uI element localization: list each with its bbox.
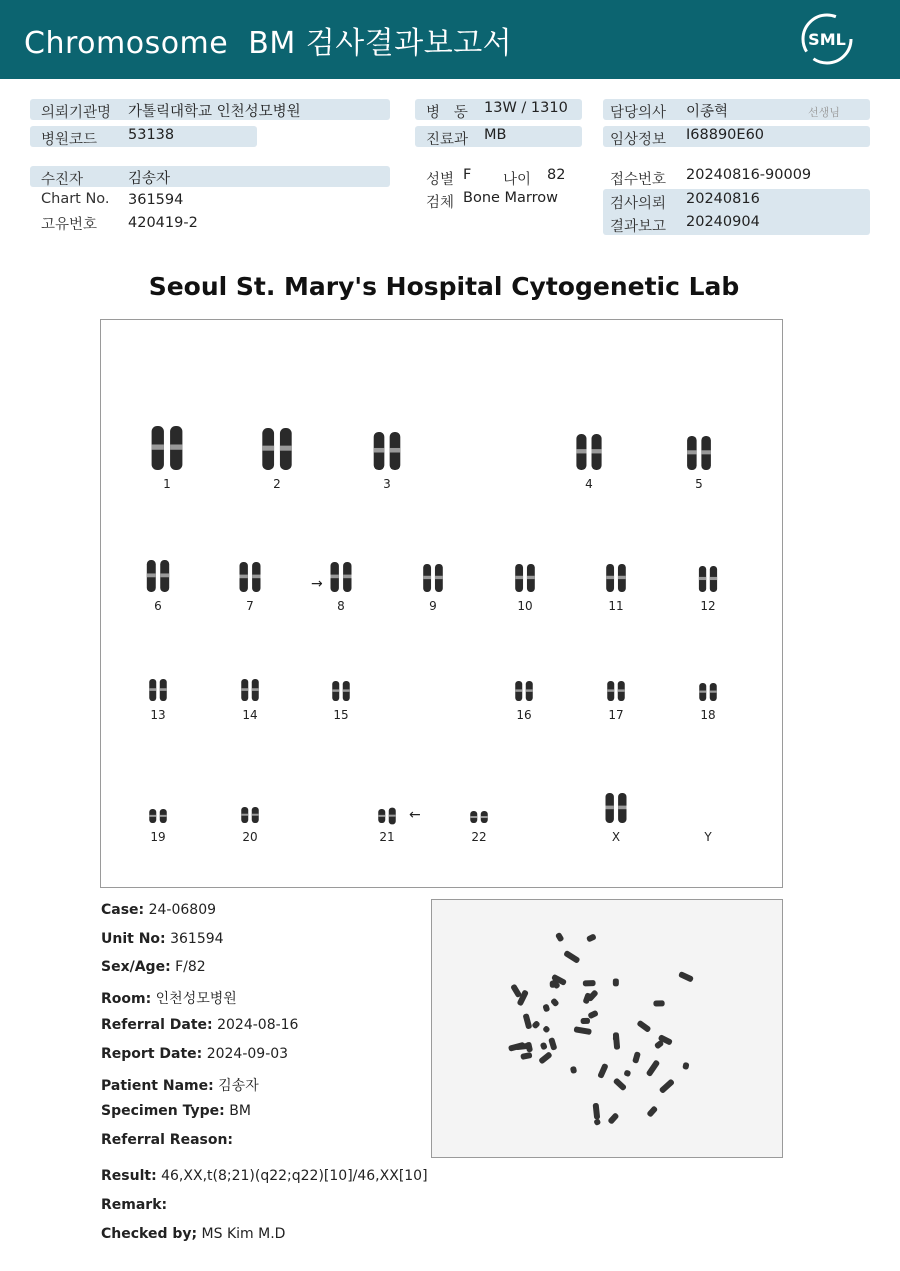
detail-value: 24-06809	[144, 902, 217, 918]
metaphase-chromosome	[597, 1063, 609, 1079]
chromosome-19-a	[149, 809, 156, 823]
detail-value: F/82	[170, 959, 206, 975]
detail-row	[101, 1017, 298, 1033]
detail-label: Referral Date:	[101, 1017, 213, 1033]
lab-title: Seoul St. Mary's Hospital Cytogenetic Lab	[148, 272, 740, 301]
specimen-label: 검체	[426, 195, 455, 211]
chromosome-10-a	[515, 564, 523, 592]
detail-row	[101, 1226, 285, 1242]
patient-label: 수진자	[41, 172, 84, 188]
receipt-label: 접수번호	[610, 172, 667, 188]
chromosome-17-b	[618, 681, 625, 701]
metaphase-chromosome	[646, 1059, 661, 1077]
metaphase-chromosome	[682, 1062, 689, 1070]
karyotype-label-2: 2	[273, 477, 281, 491]
karyotype-label-18: 18	[700, 708, 716, 722]
hospital-code-value: 53138	[128, 127, 175, 143]
detail-row	[101, 931, 224, 947]
sml-logo	[800, 12, 854, 66]
clinical-label: 임상정보	[610, 132, 667, 148]
doctor-suffix: 선생님	[808, 106, 840, 119]
karyotype-label-9: 9	[429, 599, 437, 613]
metaphase-chromosome	[520, 1052, 532, 1060]
chromosome-17-a	[607, 681, 614, 701]
metaphase-chromosome	[510, 983, 522, 998]
detail-value: 2024-09-03	[202, 1046, 289, 1062]
karyotype-label-12: 12	[700, 599, 716, 613]
detail-row	[101, 1075, 259, 1095]
metaphase-chromosome	[563, 950, 580, 964]
chromosome-9-a	[423, 564, 431, 592]
chromosome-2-b	[280, 428, 292, 470]
chromosome-11-a	[606, 564, 614, 592]
chromosome-11-b	[618, 564, 626, 592]
detail-row	[101, 902, 216, 918]
detail-row	[101, 1197, 167, 1213]
metaphase-chromosome	[581, 1018, 591, 1024]
chromosome-6-a	[147, 560, 156, 592]
chromosome-4-b	[592, 434, 602, 470]
karyotype-label-10: 10	[517, 599, 533, 613]
doctor-value: 이종혁	[686, 104, 729, 120]
detail-label: Result:	[101, 1168, 157, 1184]
karyogram-image	[101, 320, 784, 889]
chromosome-3-b	[390, 432, 401, 470]
chromosome-7-a	[240, 562, 248, 592]
chromosome-22-a	[470, 811, 477, 823]
detail-label: Patient Name:	[101, 1078, 214, 1094]
chromosome-14-b	[252, 679, 259, 701]
karyotype-label-7: 7	[246, 599, 254, 613]
detail-value: 2024-08-16	[212, 1017, 299, 1033]
metaphase-chromosome	[555, 932, 565, 943]
metaphase-chromosome	[531, 1020, 540, 1029]
chromosome-21-b	[389, 808, 396, 825]
chromosome-22-b	[481, 811, 488, 823]
metaphase-chromosome	[593, 1118, 601, 1126]
ward-label: 병 동	[426, 105, 468, 121]
metaphase-chromosome	[659, 1078, 675, 1094]
metaphase-chromosome	[632, 1051, 641, 1064]
sex-value: F	[463, 167, 472, 183]
metaphase-chromosome	[613, 978, 619, 986]
chromosome-1-a	[152, 426, 164, 470]
sex-label: 성별	[426, 172, 455, 188]
karyotype-label-3: 3	[383, 477, 391, 491]
chromosome-21-a	[378, 809, 385, 823]
chromosome-15-b	[343, 681, 350, 701]
metaphase-chromosome	[678, 971, 694, 983]
karyotype-label-15: 15	[333, 708, 349, 722]
dept-value: MB	[484, 127, 507, 143]
metaphase-chromosome	[623, 1069, 631, 1077]
chart-value: 361594	[128, 192, 184, 208]
metaphase-chromosome	[607, 1112, 619, 1125]
karyotype-label-Y: Y	[704, 830, 712, 844]
karyotype-label-13: 13	[150, 708, 166, 722]
karyotype-label-14: 14	[242, 708, 258, 722]
request-label: 검사의뢰	[610, 196, 667, 212]
unique-label: 고유번호	[41, 217, 98, 233]
metaphase-chromosome	[570, 1066, 577, 1074]
metaphase-chromosome	[508, 1042, 526, 1052]
result-date-value: 20240904	[686, 214, 760, 230]
unique-value: 420419-2	[128, 215, 198, 231]
dept-label: 진료과	[426, 132, 469, 148]
chromosome-2-a	[262, 428, 274, 470]
metaphase-chromosome	[550, 981, 556, 988]
detail-label: Referral Reason:	[101, 1132, 234, 1148]
karyotype-label-17: 17	[608, 708, 624, 722]
receipt-value: 20240816-90009	[686, 167, 812, 183]
detail-value: MS Kim M.D	[197, 1226, 286, 1242]
metaphase-chromosome	[587, 1010, 599, 1020]
chromosome-12-b	[710, 566, 717, 592]
detail-row	[101, 988, 237, 1008]
chromosome-10-b	[527, 564, 535, 592]
metaphase-chromosome	[613, 1034, 619, 1041]
detail-value: 46,XX,t(8;21)(q22;q22)[10]/46,XX[10]	[156, 1168, 428, 1184]
metaphase-chromosome	[586, 933, 597, 942]
detail-row	[101, 1103, 251, 1119]
age-value: 82	[547, 167, 566, 183]
chromosome-16-a	[515, 681, 522, 701]
metaphase-chromosome	[538, 1051, 553, 1065]
metaphase-chromosome	[523, 1013, 533, 1029]
chromosome-8-a	[331, 562, 339, 592]
chromosome-18-a	[699, 683, 706, 701]
chromosome-5-a	[687, 436, 697, 470]
karyotype-label-4: 4	[585, 477, 593, 491]
metaphase-chromosome	[573, 1026, 591, 1035]
translocation-arrow-21: ←	[409, 807, 421, 823]
detail-label: Sex/Age:	[101, 959, 171, 975]
karyotype-label-20: 20	[242, 830, 258, 844]
age-label: 나이	[503, 172, 532, 188]
detail-row	[101, 1168, 428, 1184]
detail-row	[101, 959, 206, 975]
request-value: 20240816	[686, 191, 760, 207]
detail-row	[101, 1046, 288, 1062]
chromosome-6-b	[160, 560, 169, 592]
detail-value: 김송자	[213, 1078, 259, 1094]
karyotype-label-6: 6	[154, 599, 162, 613]
chromosome-20-a	[241, 807, 248, 823]
detail-label: Unit No:	[101, 931, 166, 947]
institution-label: 의뢰기관명	[41, 105, 112, 121]
chromosome-4-a	[576, 434, 586, 470]
chromosome-8-b	[343, 562, 351, 592]
metaphase-chromosome	[583, 980, 596, 986]
metaphase-chromosome	[636, 1020, 651, 1033]
metaphase-chromosome	[593, 1103, 601, 1120]
ward-value: 13W / 1310	[484, 100, 568, 116]
detail-value: 인천성모병원	[151, 991, 237, 1007]
metaphase-chromosome	[613, 1077, 627, 1091]
chromosome-5-b	[701, 436, 711, 470]
chromosome-9-b	[435, 564, 443, 592]
chromosome-1-b	[170, 426, 182, 470]
chromosome-7-b	[252, 562, 260, 592]
karyotype-label-19: 19	[150, 830, 166, 844]
chromosome-20-b	[252, 807, 259, 823]
metaphase-image	[431, 899, 783, 1158]
doctor-label: 담당의사	[610, 105, 667, 121]
logo-text: SML	[808, 30, 846, 49]
metaphase-chromosome	[525, 1042, 533, 1053]
chromosome-X-b	[618, 793, 626, 823]
chromosome-12-a	[699, 566, 706, 592]
karyotype-label-5: 5	[695, 477, 703, 491]
clinical-value: I68890E60	[686, 127, 765, 143]
karyotype-label-1: 1	[163, 477, 171, 491]
karyotype-label-X: X	[611, 830, 621, 844]
detail-label: Remark:	[101, 1197, 168, 1213]
karyogram-panel	[100, 319, 783, 888]
detail-label: Checked by;	[101, 1226, 198, 1242]
metaphase-chromosome	[542, 1025, 551, 1034]
metaphase-chromosome	[646, 1105, 658, 1117]
specimen-value: Bone Marrow	[463, 190, 559, 206]
institution-value: 가톨릭대학교 인천성모병원	[128, 104, 301, 120]
chromosome-3-a	[374, 432, 385, 470]
chromosome-16-b	[526, 681, 533, 701]
chart-label: Chart No.	[41, 191, 110, 207]
karyotype-label-21: 21	[379, 830, 395, 844]
chromosome-13-b	[160, 679, 167, 701]
report-header	[0, 0, 900, 79]
detail-value: 361594	[165, 931, 224, 947]
metaphase-chromosome	[550, 997, 560, 1007]
metaphase-chromosome	[540, 1042, 548, 1051]
karyotype-label-16: 16	[516, 708, 532, 722]
chromosome-13-a	[149, 679, 156, 701]
result-date-label: 결과보고	[610, 219, 667, 235]
detail-label: Specimen Type:	[101, 1103, 225, 1119]
metaphase-chromosome	[542, 1004, 550, 1013]
detail-label: Room:	[101, 991, 152, 1007]
metaphase-chromosome	[548, 1037, 557, 1051]
detail-value: BM	[224, 1103, 251, 1119]
chromosome-15-a	[332, 681, 339, 701]
karyotype-label-11: 11	[608, 599, 624, 613]
karyotype-label-22: 22	[471, 830, 487, 844]
metaphase-chromosome	[653, 1000, 664, 1006]
translocation-arrow-8: →	[311, 576, 323, 592]
chromosome-19-b	[160, 809, 167, 823]
patient-value: 김송자	[128, 171, 171, 187]
chromosome-18-b	[710, 683, 717, 701]
hospital-code-label: 병원코드	[41, 132, 98, 148]
chromosome-14-a	[241, 679, 248, 701]
detail-label: Report Date:	[101, 1046, 203, 1062]
detail-row	[101, 1132, 233, 1148]
chromosome-X-a	[606, 793, 614, 823]
report-title: Chromosome BM 검사결과보고서	[24, 26, 513, 61]
detail-label: Case:	[101, 902, 145, 918]
karyotype-label-8: 8	[337, 599, 345, 613]
